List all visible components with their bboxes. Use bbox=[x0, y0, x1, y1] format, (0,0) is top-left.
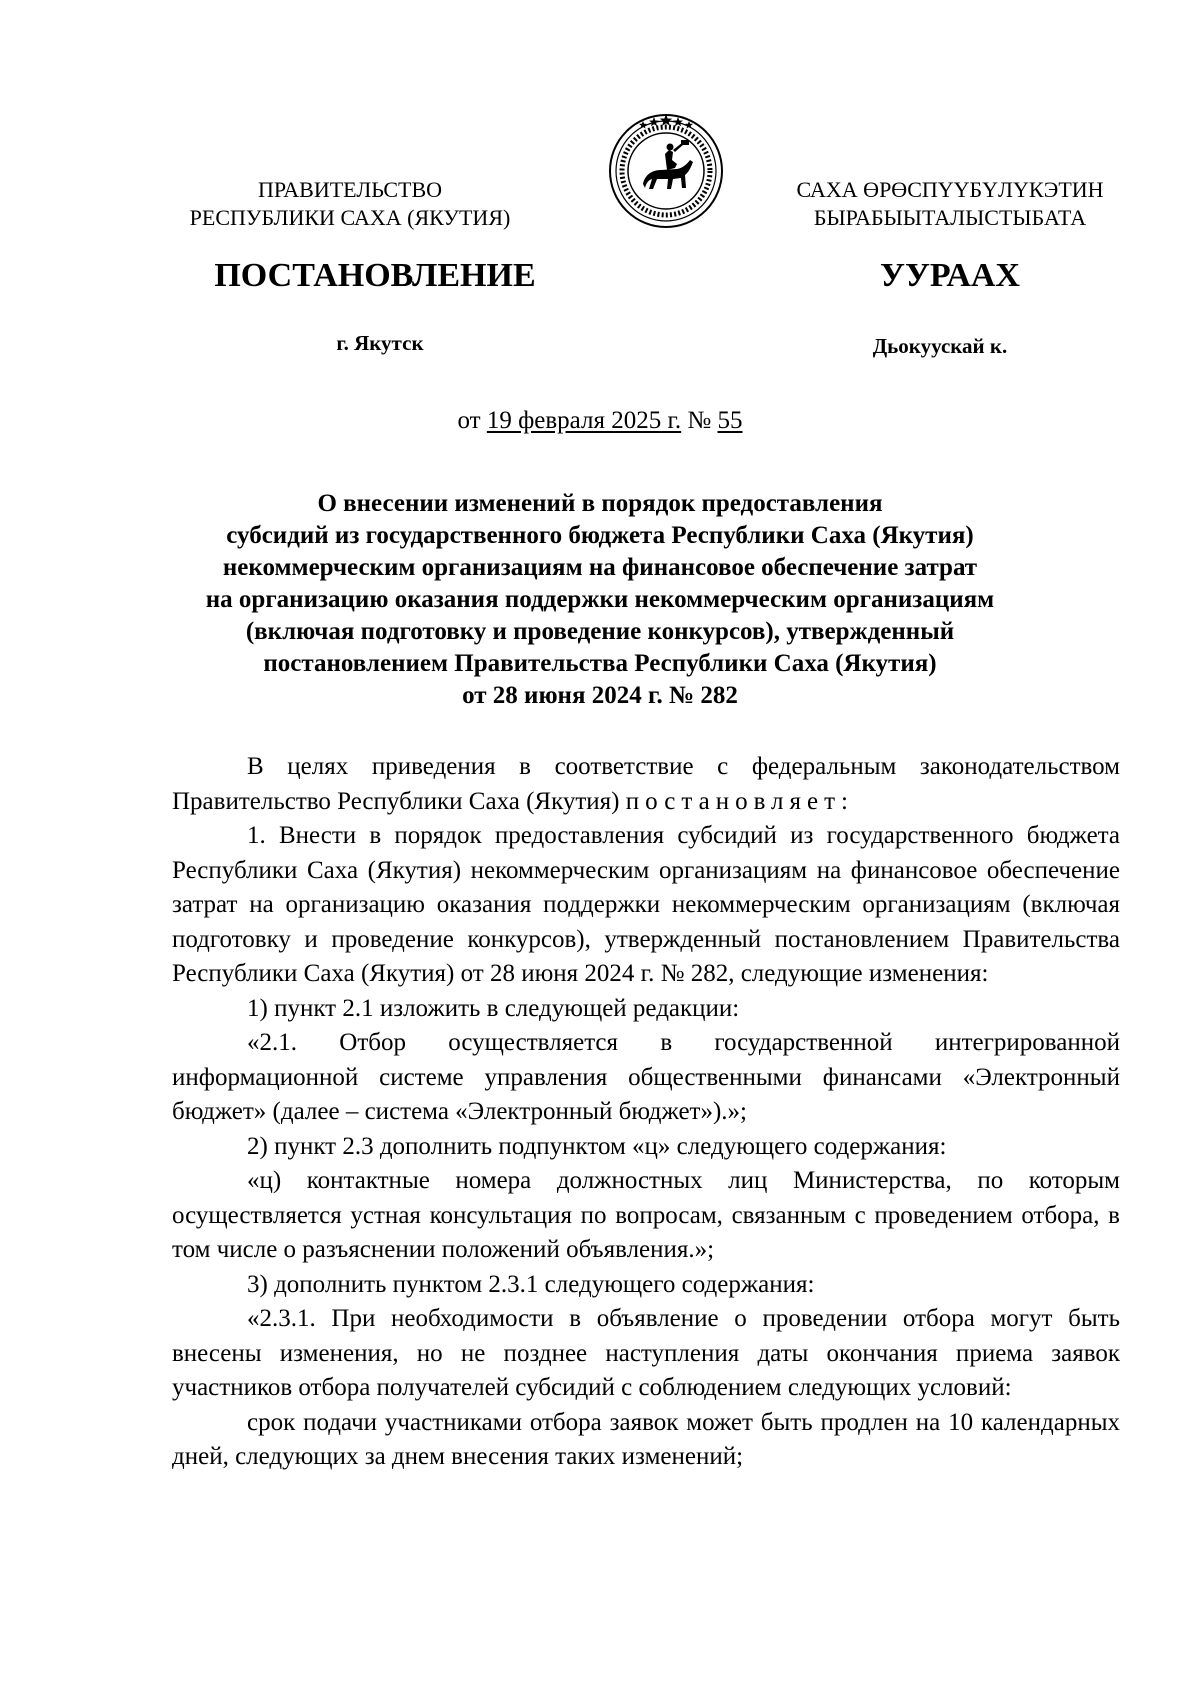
preamble-decree-word: постановляет bbox=[625, 787, 842, 815]
quoted-clause-ts: «ц) контактные номера должностных лиц Министерства, по которым осуществляется устная консультация по вопросам, связанным с проведением отбора, в том числе о разъяснении положений объявления.»; bbox=[172, 1167, 1120, 1263]
document-title-line: субсидий из государственного бюджета Республики Саха (Якутия) bbox=[226, 522, 974, 549]
city-yakut: Дьокуускай к. bbox=[872, 334, 1008, 358]
document-title-line: на организацию оказания поддержки некоммерческим организациям bbox=[205, 586, 995, 613]
issuer-yakut-line2: БЫРАБЫЫТАЛЫСТЫБАТА bbox=[813, 205, 1087, 230]
document-title-line: постановлением Правительства Республики Саха (Якутия) bbox=[263, 650, 937, 677]
number-sign: № bbox=[687, 407, 712, 434]
document-title-line: некоммерческим организациям на финансовое обеспечение затрат bbox=[222, 554, 978, 581]
issuer-yakut bbox=[740, 176, 1160, 232]
paragraph-item-1: 1. Внести в порядок предоставления субсидий из государственного бюджета Республики Саха (Якутия) некоммерческим организациям на финансовое обеспечение затрат на организацию оказания поддержки некоммерческим организациям (включая подготовку и проведение конкурсов), утвержденный постановлением Правительства Республики Саха (Якутия) от 28 июня 2024 г. № 282, следующие изменения: bbox=[172, 822, 1120, 987]
issuer-russian bbox=[150, 176, 550, 232]
preamble-text: В целях приведения в соответствие с федеральным законодательством Правительство Республики Саха (Якутия) bbox=[172, 753, 1120, 815]
condition-paragraph: срок подачи участниками отбора заявок может быть продлен на 10 календарных дней, следующих за днем внесения таких изменений; bbox=[172, 1408, 1120, 1470]
quoted-clause-2-1: «2.1. Отбор осуществляется в государственной интегрированной информационной системе управления общественными финансами «Электронный бюджет» (далее – система «Электронный бюджет»).»; bbox=[172, 1029, 1120, 1125]
document-number: 55 bbox=[717, 407, 743, 434]
issuer-russian-line1: ПРАВИТЕЛЬСТВО bbox=[257, 177, 443, 202]
date-number-line bbox=[0, 405, 1200, 437]
document-type-yakut: УУРААХ bbox=[880, 257, 1020, 294]
document-title bbox=[140, 488, 1060, 712]
subitem-1: 1) пункт 2.1 изложить в следующей редакции: bbox=[247, 994, 740, 1022]
subitem-2: 2) пункт 2.3 дополнить подпунктом «ц» следующего содержания: bbox=[247, 1132, 947, 1160]
coat-of-arms-yakutia-icon bbox=[607, 112, 725, 230]
quoted-clause-2-3-1: «2.3.1. При необходимости в объявление о проведении отбора могут быть внесены изменения, но не позднее наступления даты окончания приема заявок участников отбора получателей субсидий с соблюдением следующих условий: bbox=[172, 1305, 1120, 1401]
city-russian: г. Якутск bbox=[336, 331, 424, 355]
subitem-3: 3) дополнить пунктом 2.3.1 следующего содержания: bbox=[247, 1270, 815, 1298]
issuer-yakut-line1: САХА ӨРӨСПҮҮБҮЛҮКЭТИН bbox=[796, 177, 1104, 202]
issuer-russian-line2: РЕСПУБЛИКИ САХА (ЯКУТИЯ) bbox=[189, 205, 511, 230]
document-body bbox=[172, 750, 1120, 1475]
preamble-paragraph bbox=[172, 750, 1120, 819]
preamble-colon: : bbox=[841, 787, 848, 815]
document-title-line: О внесении изменений в порядок предоставления bbox=[317, 490, 883, 517]
document-title-line: (включая подготовку и проведение конкурсов), утвержденный bbox=[245, 618, 955, 645]
document-type-russian: ПОСТАНОВЛЕНИЕ bbox=[214, 257, 536, 294]
document-date: 19 февраля 2025 г. bbox=[486, 407, 682, 434]
document-title-line: от 28 июня 2024 г. № 282 bbox=[462, 682, 738, 709]
date-prefix: от bbox=[457, 407, 481, 434]
